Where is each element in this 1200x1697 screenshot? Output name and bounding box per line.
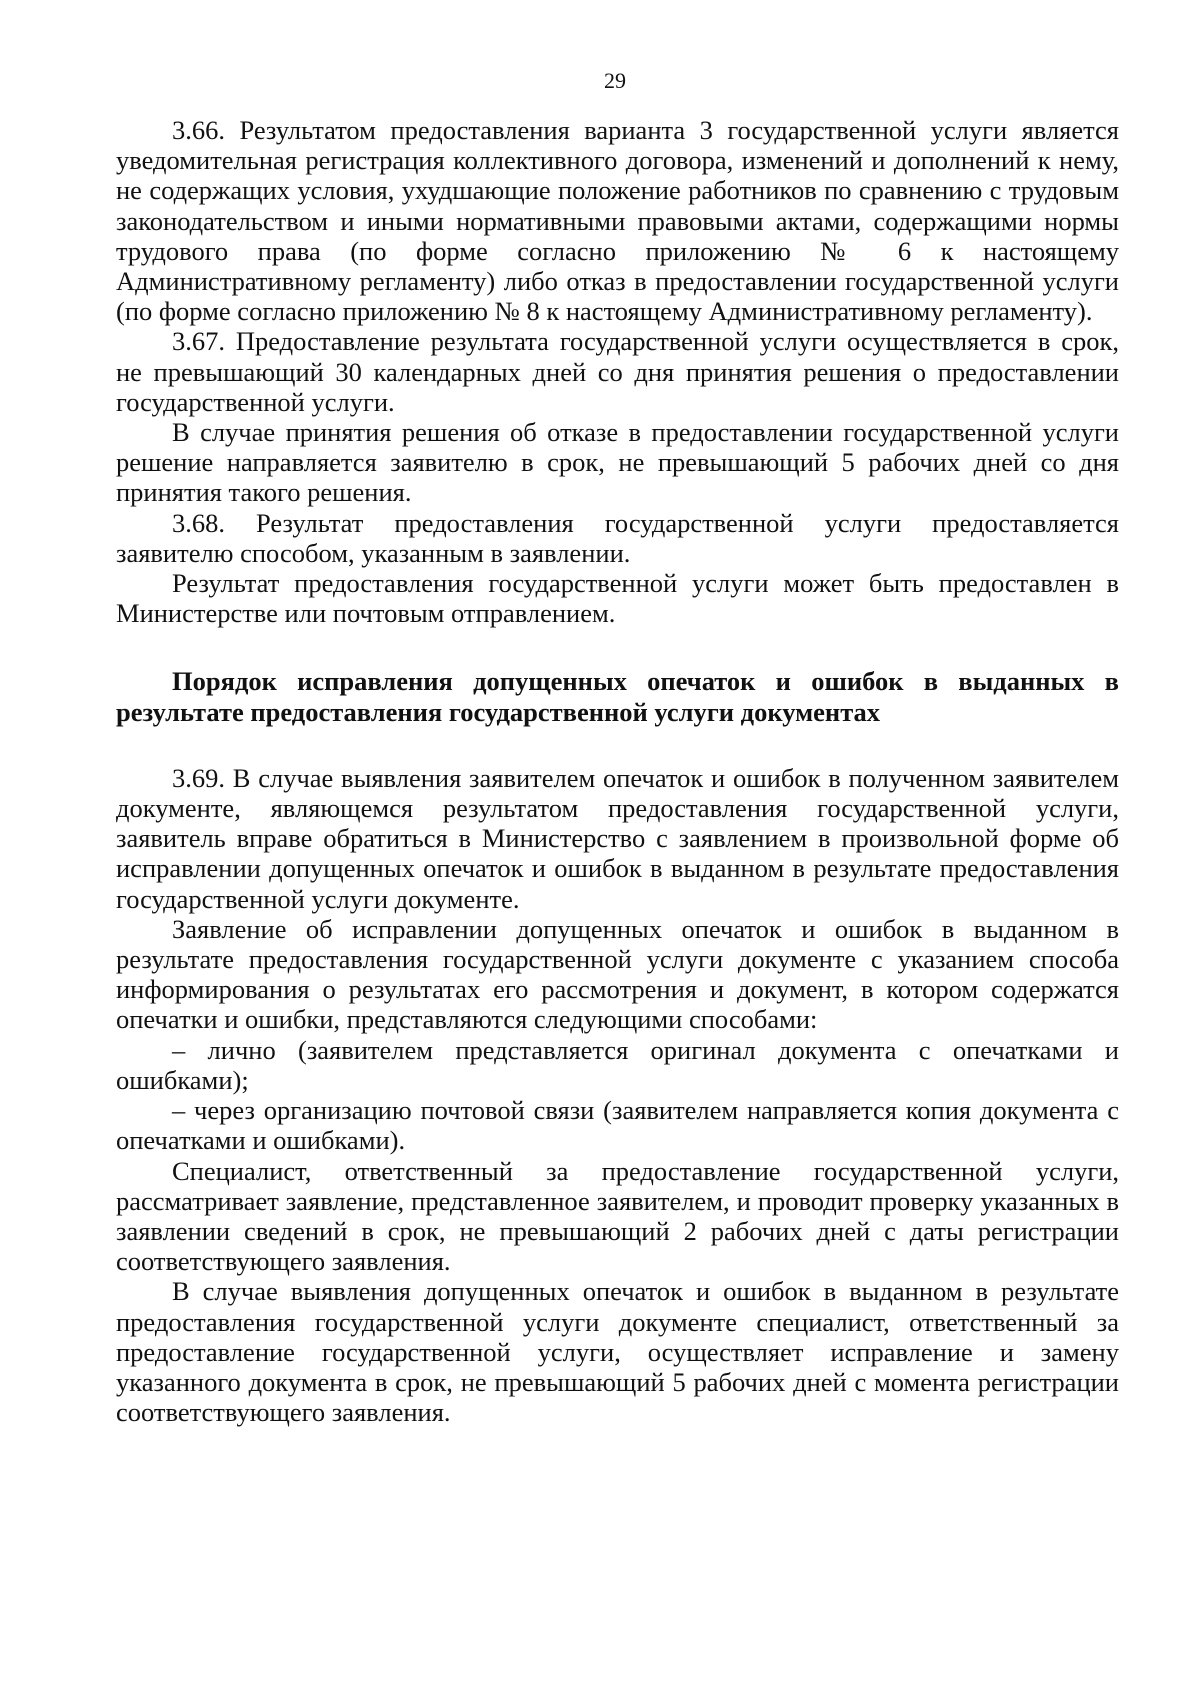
document-body	[116, 115, 1119, 1427]
paragraph-refusal-notice: В случае принятия решения об отказе в предоставлении государственной услуги решение направляется заявителю в срок, не превышающий 5 рабочих дней со дня принятия такого решения.	[116, 417, 1119, 508]
paragraph-3-69: 3.69. В случае выявления заявителем опечаток и ошибок в полученном заявителем документе, являющемся результатом предоставления государственной услуги, заявитель вправе обратиться в Министерство с заявлением в произвольной форме об исправлении допущенных опечаток и ошибок в выданном в результате предоставления государственной услуги документе.	[116, 762, 1119, 914]
list-item-by-post: – через организацию почтовой связи (заявителем направляется копия документа с опечатками и ошибками).	[116, 1095, 1119, 1156]
page-number: 29	[604, 68, 626, 93]
paragraph-correction-deadline: В случае выявления допущенных опечаток и ошибок в выданном в результате предоставления государственной услуги документе специалист, ответственный за предоставление государственной услуги, осуществляет исправление и замену указанного документа в срок, не превышающий 5 рабочих дней с момента регистрации соответствующего заявления.	[116, 1276, 1119, 1428]
paragraph-result-delivery: Результат предоставления государственной услуги может быть предоставлен в Министерстве или почтовым отправлением.	[116, 568, 1119, 629]
section-heading: Порядок исправления допущенных опечаток и ошибок в выданных в результате предоставления государственной услуги документах	[116, 666, 1119, 727]
list-item-in-person: – лично (заявителем представляется оригинал документа с опечатками и ошибками);	[116, 1034, 1119, 1095]
paragraph-correction-application: Заявление об исправлении допущенных опечаток и ошибок в выданном в результате предоставления государственной услуги документе с указанием способа информирования о результатах его рассмотрения и документ, в котором содержатся опечатки и ошибки, представляются следующими способами:	[116, 913, 1119, 1035]
paragraph-3-66: 3.66. Результатом предоставления варианта 3 государственной услуги является уведомительная регистрация коллективного договора, изменений и дополнений к нему, не содержащих условия, ухудшающие положение работников по сравнению с трудовым законодательством и иными нормативными правовыми актами, содержащими нормы трудового права (по форме согласно приложению № 6 к настоящему Административному регламенту) либо отказ в предоставлении государственной услуги (по форме согласно приложению № 8 к настоящему Административному регламенту).	[116, 115, 1119, 327]
spacer	[116, 727, 1119, 763]
paragraph-3-68: 3.68. Результат предоставления государственной услуги предоставляется заявителю способом, указанным в заявлении.	[116, 507, 1119, 568]
paragraph-specialist-review: Специалист, ответственный за предоставление государственной услуги, рассматривает заявление, представленное заявителем, и проводит проверку указанных в заявлении сведений в срок, не превышающий 2 рабочих дней с даты регистрации соответствующего заявления.	[116, 1155, 1119, 1277]
spacer	[116, 628, 1119, 666]
paragraph-3-67: 3.67. Предоставление результата государственной услуги осуществляется в срок, не превышающий 30 календарных дней со дня принятия решения о предоставлении государственной услуги.	[116, 326, 1119, 417]
